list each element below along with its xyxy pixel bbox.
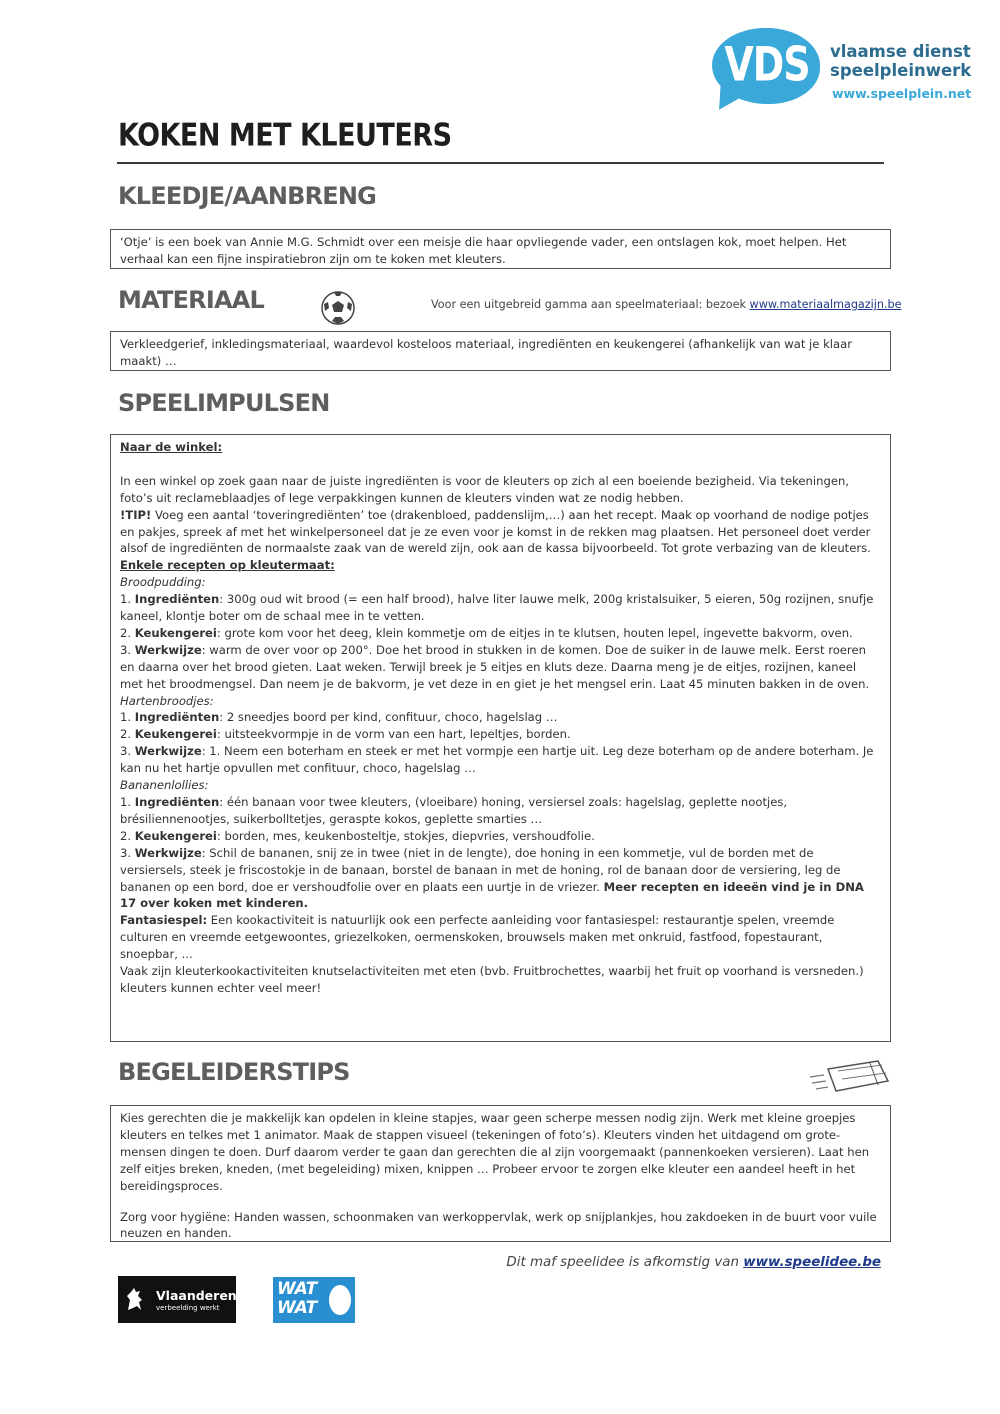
watwat-line2: WAT (277, 1298, 317, 1318)
lion-icon (124, 1286, 146, 1312)
watwat-face-icon (329, 1285, 351, 1315)
broodpudding-name: Broodpudding: (120, 575, 206, 590)
bananenlollies-name: Bananenlollies: (120, 778, 209, 793)
keukengerei-label: Keukengerei (134, 828, 217, 843)
werkwijze-label: Werkwijze (134, 744, 202, 759)
hartenbroodjes-ingredienten (120, 709, 881, 726)
materiaal-note-text: Voor een uitgebreid gamma aan speelmateriaal: bezoek (431, 298, 750, 311)
vlaanderen-logo (118, 1276, 236, 1323)
keukengerei-label: Keukengerei (134, 727, 217, 742)
vds-logo-url[interactable]: www.speelplein.net (832, 86, 972, 101)
keukengerei-text: : borden, mes, keukenbosteltje, stokjes, diepvries, vershoudfolie. (216, 828, 595, 843)
title-divider (117, 162, 884, 164)
naar-winkel-heading: Naar de winkel: (120, 440, 223, 454)
section-heading-begeleiderstips: BEGELEIDERSTIPS (118, 1058, 350, 1086)
section-heading-speelimpulsen: SPEELIMPULSEN (118, 389, 330, 417)
fantasiespel-paragraph (120, 912, 881, 963)
list-number: 2. (120, 727, 135, 742)
footer-note (506, 1255, 881, 1270)
broodpudding-werkwijze (120, 642, 881, 693)
vaak-paragraph: Vaak zijn kleuterkookactiviteiten knutselactiviteiten met eten (bvb. Fruitbrochettes, waarbij het fruit op voorhand is versneden.) kleuters kunnen echter veel meer! (120, 964, 864, 995)
keukengerei-text: : uitsteekvormpje in de vorm van een hart, lepeltjes, borden. (216, 727, 571, 742)
tips-paragraph-1: Kies gerechten die je makkelijk kan opdelen in kleine stapjes, waar geen scherpe messen nodig zijn. Werk met kleine groepjes kleuters en telkes met 1 animator. Maak de stappen visueel (tekeningen of foto’s). Kleuters vinden het uitdagend om grote-mensen dingen te doen. Durf daarom verder te gaan dan gerechten die al zijn voorgemaakt (pannenkoeken versieren). Laat hen zelf eitjes breken, kneden, (met begeleiding) mixen, knippen … Probeer ervoor te zorgen elke kleuter een aandeel heeft in het bereidingsproces. (120, 1111, 870, 1193)
ingredienten-text: : 2 sneedjes boord per kind, confituur, choco, hagelslag … (219, 710, 558, 725)
hartenbroodjes-keukengerei (120, 726, 881, 743)
list-number: 1. (120, 795, 135, 810)
bananenlollies-keukengerei (120, 828, 881, 845)
football-icon (320, 290, 356, 326)
watwat-line1: WAT (277, 1279, 317, 1299)
tips-paragraph-2: Zorg voor hygiëne: Handen wassen, schoonmaken van werkoppervlak, werk op snijplankjes, hou zakdoeken in de buurt voor vuile neuzen en handen. (120, 1209, 877, 1241)
materiaalmagazijn-link[interactable]: www.materiaalmagazijn.be (749, 298, 902, 311)
materiaal-note (431, 298, 902, 311)
ingredienten-label: Ingrediënten (134, 592, 220, 607)
watwat-logo-text (277, 1280, 317, 1318)
bananenlollies-ingredienten (120, 794, 881, 828)
winkel-paragraph: In een winkel op zoek gaan naar de juiste ingrediënten is voor de kleuters op zich al een boeiende bezigheid. Via tekeningen, foto’s uit reclameblaadjes of lege verpakkingen kunnen de kleuters vinden wat ze nodig hebben. (120, 473, 849, 505)
vds-logo-letters: VDS (724, 36, 810, 92)
footer-text: Dit maf speelidee is afkomstig van (506, 1255, 744, 1270)
section-heading-kleedje: KLEEDJE/AANBRENG (118, 182, 377, 210)
ingredienten-label: Ingrediënten (134, 795, 220, 810)
list-number: 2. (120, 828, 135, 843)
werkwijze-label: Werkwijze (134, 845, 202, 860)
list-number: 1. (120, 710, 135, 725)
list-number: 3. (120, 845, 135, 860)
list-number: 3. (120, 642, 135, 657)
tip-paragraph (120, 507, 881, 558)
begeleiderstips-box (110, 1105, 891, 1242)
list-number: 2. (120, 625, 135, 640)
speelidee-link[interactable]: www.speelidee.be (743, 1255, 881, 1270)
vds-name-line2: speelpleinwerk (830, 61, 972, 80)
recepten-heading: Enkele recepten op kleutermaat: (120, 558, 335, 573)
ingredienten-text: : één banaan voor twee kleuters, (vloeibare) honing, versiersel zoals: hagelslag, geplette nootjes, brésiliennenootjes, suikerbolltetjes, geraspte kokos, geplette smarties … (120, 795, 788, 826)
ingredienten-text: : 300g oud wit brood (= een half brood), halve liter lauwe melk, 200g kristalsuiker, 5 eieren, 50g rozijnen, snufje kaneel, klontje boter om de schaal mee in te vetten. (120, 592, 874, 624)
page-title: KOKEN MET KLEUTERS (118, 117, 452, 154)
meer-recepten-text: Meer recepten en ideeën vind je in DNA 17 over koken met kinderen. (120, 879, 864, 911)
werkwijze-text: : Schil de bananen, snij ze in twee (niet in de lengte), doe honing in een kommetje, vul de borden met de versiersels, steek je friscostokje in de banaan, borstel de banaan in met de honing, rol de banaan door de versiering, leg de bananen op een bord, doe er vershoudfolie over en plaats een uurtje in de vriezer. (120, 845, 841, 894)
hartenbroodjes-name: Hartenbroodjes: (120, 693, 214, 708)
werkwijze-text: : warm de over voor op 200°. Doe het brood in stukken in de komen. Doe de suiker in de lauwe melk. Eerst roeren en daarna over het brood gieten. Laat weken. Terwijl breek je 5 eitjes en kluts deze. Daarna meng je de eitjes, rozijnen, kaneel met het broodmengsel. Dan neem je de bakvorm, je vet deze in en giet je het mengsel erin. Laat 45 minuten bakken in de oven. (120, 642, 870, 691)
hartenbroodjes-werkwijze (120, 743, 881, 777)
kleedje-box (110, 229, 891, 269)
vds-logo-name (830, 42, 971, 80)
materiaal-text: Verkleedgerief, inkledingsmateriaal, waardevol kosteloos materiaal, ingrediënten en keukengerei (afhankelijk van wat je klaar maakt) … (120, 337, 852, 368)
tip-text: Voeg een aantal ‘toveringrediënten’ toe (drakenbloed, paddenslijm,…) aan het recept. Maak op voorhand de nodige potjes en pakjes, spreek af met het winkelpersoneel dat je ze even voor je komst in de rekken mag plaatsen. Het personeel doet verder alsof de ingrediënten de normaalste zaak van de wereld zijn, ook aan de kassa bijvoorbeeld. Tot grote verbazing van de kleuters. (120, 507, 871, 556)
vlaanderen-logo-text: Vlaanderen (156, 1288, 237, 1303)
ingredienten-label: Ingrediënten (134, 710, 220, 725)
keukengerei-text: : grote kom voor het deeg, klein kommetje om de eitjes in te klutsen, houten lepel, ingevette bakvorm, oven. (216, 625, 853, 640)
materiaal-box (110, 331, 891, 371)
vds-name-line1: vlaamse dienst (830, 42, 971, 61)
broodpudding-ingredienten (120, 591, 881, 625)
speelimpulsen-box (110, 434, 891, 1042)
watwat-logo (273, 1277, 355, 1323)
fantasiespel-label: Fantasiespel: (120, 913, 208, 928)
werkwijze-text: : 1. Neem een boterham en steek er met het vormpje een hartje uit. Leg deze boterham op de andere boterham. Je kan nu het hartje opvullen met confituur, choco, hagelslag … (120, 744, 874, 776)
section-heading-materiaal: MATERIAAL (118, 286, 265, 314)
tip-label: !TIP! (120, 507, 152, 522)
bananenlollies-werkwijze (120, 845, 881, 913)
fantasiespel-text: Een kookactiviteit is natuurlijk ook een perfecte aanleiding voor fantasiespel: restaurantje spelen, vreemde culturen en vreemde eetgewoontes, griezelkoken, oermenskoken, brouwsels maken met onkruid, fastfood, fopestaurant, snoepbar, ... (120, 913, 835, 962)
list-number: 3. (120, 744, 135, 759)
vds-logo (712, 28, 972, 118)
keukengerei-label: Keukengerei (134, 625, 217, 640)
vlaanderen-logo-subtext: verbeelding werkt (156, 1304, 220, 1312)
werkwijze-label: Werkwijze (134, 642, 202, 657)
pencil-sketch-icon (808, 1055, 892, 1097)
list-number: 1. (120, 592, 135, 607)
kleedje-text: ‘Otje’ is een boek van Annie M.G. Schmidt over een meisje die haar opvliegende vader, een ontslagen kok, moet helpen. Het verhaal kan een fijne inspiratiebron zijn om te koken met kleuters. (120, 235, 847, 266)
broodpudding-keukengerei (120, 625, 881, 642)
